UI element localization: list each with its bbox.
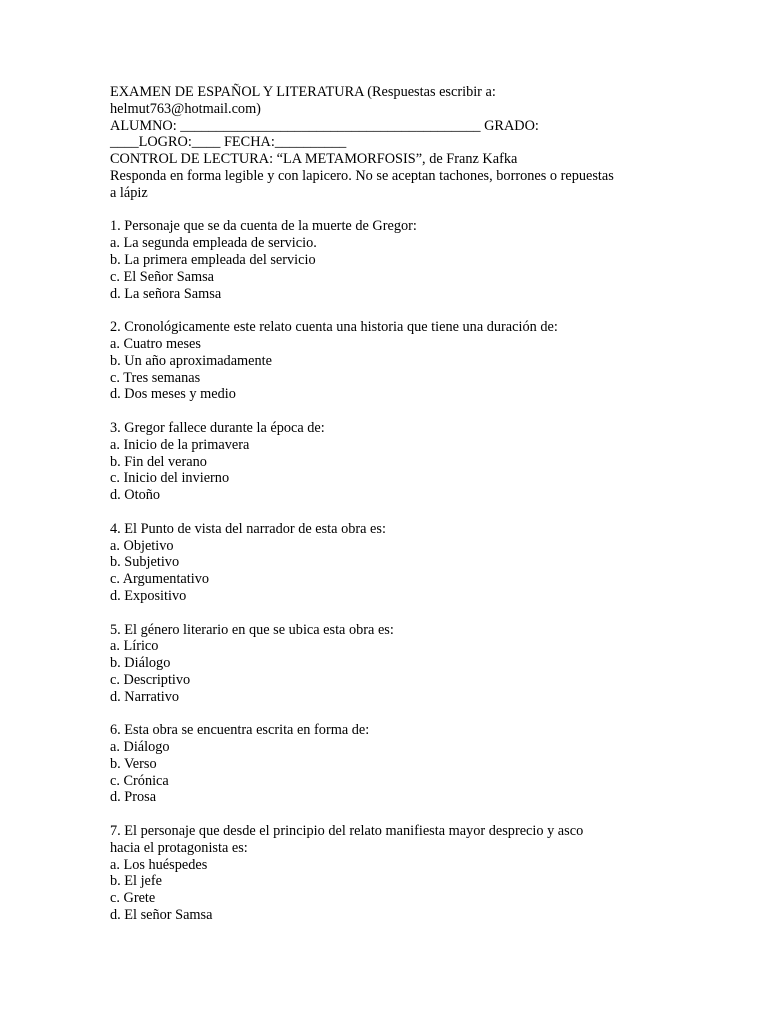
option-c: c. Tres semanas <box>110 369 201 386</box>
option-a: a. La segunda empleada de servicio. <box>110 235 317 252</box>
exam-email: helmut763@hotmail.com) <box>110 100 261 117</box>
question-text: 3. Gregor fallece durante la época de: <box>110 419 325 436</box>
option-d: d. El señor Samsa <box>110 907 213 924</box>
student-grade-line: ALUMNO: __________________________________________ GRADO: <box>110 117 539 134</box>
option-b: b. La primera empleada del servicio <box>110 251 316 268</box>
spacer <box>110 504 670 521</box>
question-5 <box>110 622 670 706</box>
exam-title: EXAMEN DE ESPAÑOL Y LITERATURA (Respuestas escribir a: <box>110 84 496 100</box>
option-a: a. Objetivo <box>110 537 174 554</box>
option-d: d. Otoño <box>110 487 161 504</box>
option-d: d. Dos meses y medio <box>110 386 236 403</box>
spacer <box>110 705 670 722</box>
question-text: 6. Esta obra se encuentra escrita en forma de: <box>110 722 370 739</box>
option-a: a. Lírico <box>110 638 159 655</box>
question-text: 5. El género literario en que se ubica esta obra es: <box>110 621 394 638</box>
option-c: c. Descriptivo <box>110 671 191 688</box>
question-text: 4. El Punto de vista del narrador de esta obra es: <box>110 520 386 537</box>
option-d: d. La señora Samsa <box>110 285 222 302</box>
spacer <box>110 605 670 622</box>
question-text: 2. Cronológicamente este relato cuenta una historia que tiene una duración de: <box>110 319 558 336</box>
option-b: b. Diálogo <box>110 655 171 672</box>
question-1 <box>110 218 670 302</box>
spacer <box>110 202 670 219</box>
question-2 <box>110 319 670 403</box>
spacer <box>110 403 670 420</box>
option-b: b. Un año aproximadamente <box>110 352 272 369</box>
option-a: a. Inicio de la primavera <box>110 436 250 453</box>
option-b: b. El jefe <box>110 873 163 890</box>
option-b: b. Verso <box>110 755 157 772</box>
option-c: c. El Señor Samsa <box>110 268 215 285</box>
option-c: c. Grete <box>110 890 156 907</box>
question-7 <box>110 823 670 924</box>
option-d: d. Prosa <box>110 789 157 806</box>
question-text-line-1: 7. El personaje que desde el principio del relato manifiesta mayor desprecio y asco <box>110 823 584 840</box>
option-a: a. Los huéspedes <box>110 856 208 873</box>
question-3 <box>110 420 670 504</box>
spacer <box>110 302 670 319</box>
option-c: c. Argumentativo <box>110 571 210 588</box>
option-d: d. Narrativo <box>110 688 180 705</box>
option-a: a. Cuatro meses <box>110 335 201 352</box>
question-text: 1. Personaje que se da cuenta de la muerte de Gregor: <box>110 218 417 235</box>
exam-document <box>110 84 670 924</box>
question-text-line-2: hacia el protagonista es: <box>110 839 248 856</box>
option-a: a. Diálogo <box>110 739 170 756</box>
option-b: b. Fin del verano <box>110 453 207 470</box>
option-d: d. Expositivo <box>110 587 187 604</box>
instructions-line-1: Responda en forma legible y con lapicero. No se aceptan tachones, borrones o repuestas <box>110 167 614 184</box>
logro-date-line: ____LOGRO:____ FECHA:__________ <box>110 134 347 151</box>
question-4 <box>110 521 670 605</box>
option-b: b. Subjetivo <box>110 554 180 571</box>
question-6 <box>110 722 670 806</box>
option-c: c. Inicio del invierno <box>110 470 230 487</box>
reading-control-line: CONTROL DE LECTURA: “LA METAMORFOSIS”, de Franz Kafka <box>110 151 518 168</box>
option-c: c. Crónica <box>110 772 169 789</box>
spacer <box>110 806 670 823</box>
instructions-line-2: a lápiz <box>110 184 148 201</box>
